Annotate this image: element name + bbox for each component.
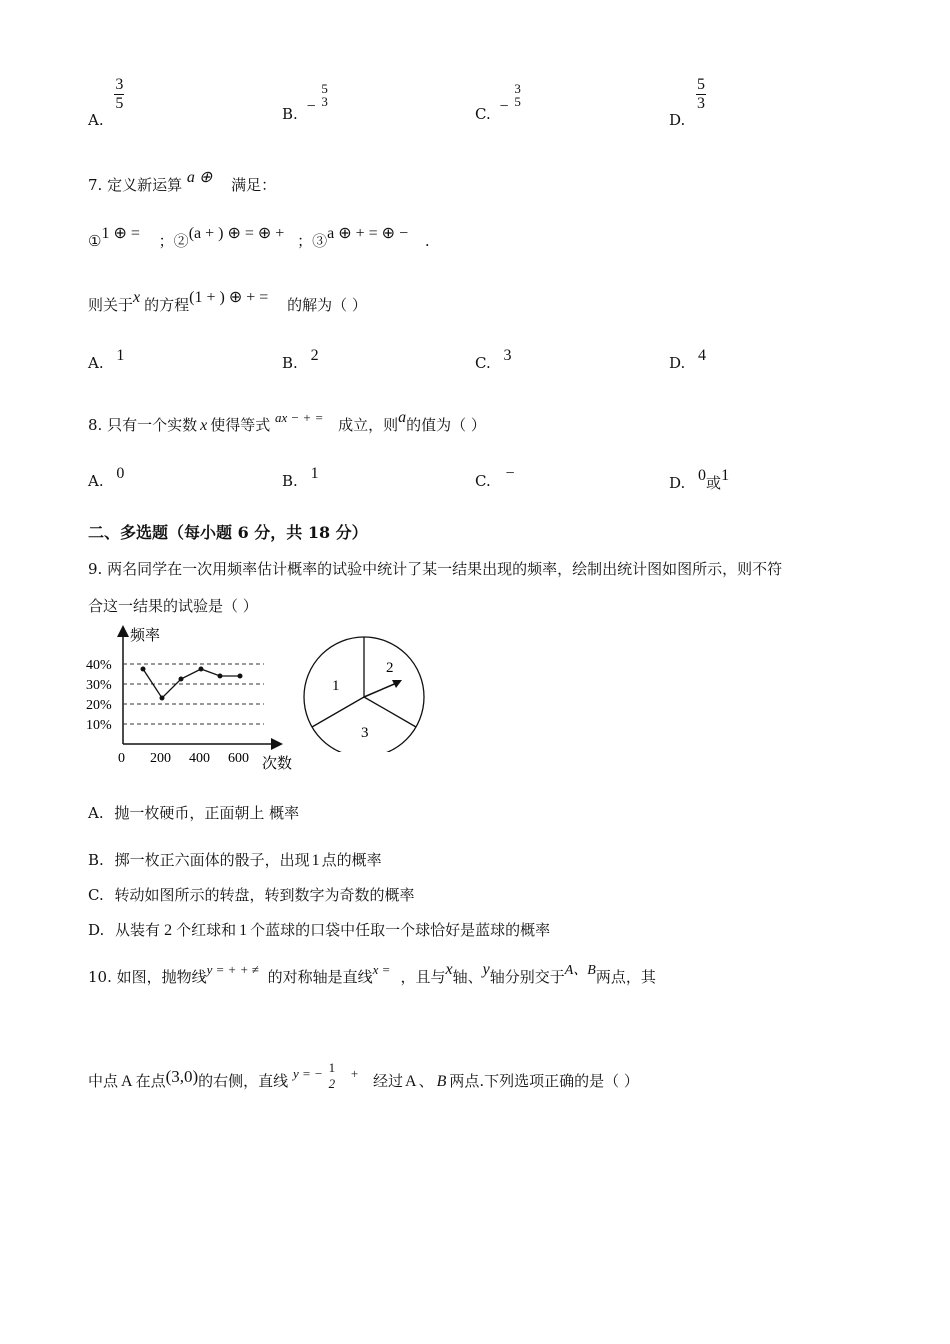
data-point xyxy=(238,674,243,679)
data-point xyxy=(179,677,184,682)
sector-label: 2 xyxy=(386,660,394,676)
q8-option-d[interactable]: D. 0或1 xyxy=(669,467,730,492)
q7-stem: 7. 定义新运算 a ⊕ 满足： xyxy=(88,169,277,194)
spinner-diagram xyxy=(300,622,430,752)
fraction: $\frac{3}{5}$ xyxy=(115,76,124,112)
q9-option-a[interactable]: A. 抛一枚硬币，正面朝上 概率 xyxy=(88,804,300,822)
q8-option-b[interactable]: B. 1 xyxy=(282,465,319,490)
condition-1: 1 ⊕ = xyxy=(101,225,140,242)
y-axis-label: 频率 xyxy=(130,626,161,644)
sector-label: 1 xyxy=(332,678,340,694)
operator: a ⊕ xyxy=(186,169,213,186)
condition-2: (a + ) ⊕ = ⊕ + xyxy=(188,225,285,242)
q9-stem-line1: 9. 两名同学在一次用频率估计概率的试验中统计了某一结果出现的频率，绘制出统计图如图所示，则不符 xyxy=(88,560,783,578)
sector-divider xyxy=(312,697,364,727)
parabola-equation: y = + + ≠ xyxy=(206,962,259,977)
q8-option-a[interactable]: A. 0 xyxy=(88,465,125,490)
q6-option-b[interactable]: B. − 5 3 xyxy=(282,81,328,123)
condition-3: a ⊕ + = ⊕ − xyxy=(327,225,409,242)
x-axis-label: 次数 xyxy=(262,754,293,772)
sector-divider xyxy=(364,697,416,727)
x-tick-label: 600 xyxy=(228,751,249,766)
data-point xyxy=(218,674,223,679)
section-heading: 二、多选题（每小题 6 分，共 18 分） xyxy=(88,523,368,542)
q7-question: 则关于x 的方程(1 + ) ⊕ + = 的解为（ ） xyxy=(88,289,367,314)
q7-conditions: ①1 ⊕ = ；②(a + ) ⊕ = ⊕ + ；③a ⊕ + = ⊕ − . xyxy=(88,225,430,250)
frequency-chart xyxy=(84,622,304,777)
x-tick-label: 200 xyxy=(150,751,171,766)
option-label: B. xyxy=(282,105,298,123)
equation: (1 + ) ⊕ + = xyxy=(189,289,269,306)
fraction: $\frac{5}{3}$ xyxy=(697,76,706,112)
q10-stem-line2: 中点 A 在点(3,0)的右侧，直线 y = − 1 2 + 经过 A 、 B 两点.下列选项正确的是（ ） xyxy=(88,1060,639,1091)
data-point xyxy=(141,667,146,672)
equation: ax − + = xyxy=(275,410,324,425)
q7-option-a[interactable]: A. 1 xyxy=(88,347,125,372)
fraction: 3 5 xyxy=(514,81,521,109)
fraction: 1 2 xyxy=(328,1060,336,1091)
q8-option-c[interactable]: C. − xyxy=(475,465,515,490)
frequency-line xyxy=(143,669,240,698)
q6-option-a[interactable] xyxy=(88,76,124,129)
q7-option-b[interactable]: B. 2 xyxy=(282,347,319,372)
q8-stem: 8. 只有一个实数 x 使得等式 ax − + = 成立，则a的值为（ ） xyxy=(88,409,486,434)
q9-stem-line2: 合这一结果的试验是（ ） xyxy=(88,597,258,615)
x-tick-label: 0 xyxy=(118,751,125,766)
data-point xyxy=(199,667,204,672)
data-point xyxy=(160,696,165,701)
line-equation: y = − xyxy=(292,1066,323,1081)
q9-option-c[interactable]: C. 转动如图所示的转盘，转到数字为奇数的概率 xyxy=(88,886,415,904)
option-label: A. xyxy=(88,110,104,129)
q7-option-d[interactable]: D. 4 xyxy=(669,347,707,372)
q6-option-d[interactable] xyxy=(669,76,706,129)
x-tick-label: 400 xyxy=(189,751,210,766)
option-label: D. xyxy=(669,110,686,129)
q9-option-b[interactable]: B. 掷一枚正六面体的骰子，出现 1 点的概率 xyxy=(88,851,382,869)
q9-option-d[interactable]: D. 从装有 2 个红球和 1 个蓝球的口袋中任取一个球恰好是蓝球的概率 xyxy=(88,921,551,939)
pointer-arrow xyxy=(364,682,399,697)
q10-stem-line1: 10. 如图，抛物线y = + + ≠ 的对称轴是直线x = ，且与x轴、y轴分别交于A、B两点，其 xyxy=(88,961,656,986)
q6-option-c[interactable]: C. − 3 5 xyxy=(475,81,521,123)
y-tick-label: 40% xyxy=(86,658,112,673)
y-tick-label: 30% xyxy=(86,678,112,693)
y-tick-label: 10% xyxy=(86,718,112,733)
q7-option-c[interactable]: C. 3 xyxy=(475,347,512,372)
y-tick-label: 20% xyxy=(86,698,112,713)
fraction: 5 3 xyxy=(321,81,328,109)
option-label: C. xyxy=(475,105,491,123)
sector-label: 3 xyxy=(361,725,369,741)
